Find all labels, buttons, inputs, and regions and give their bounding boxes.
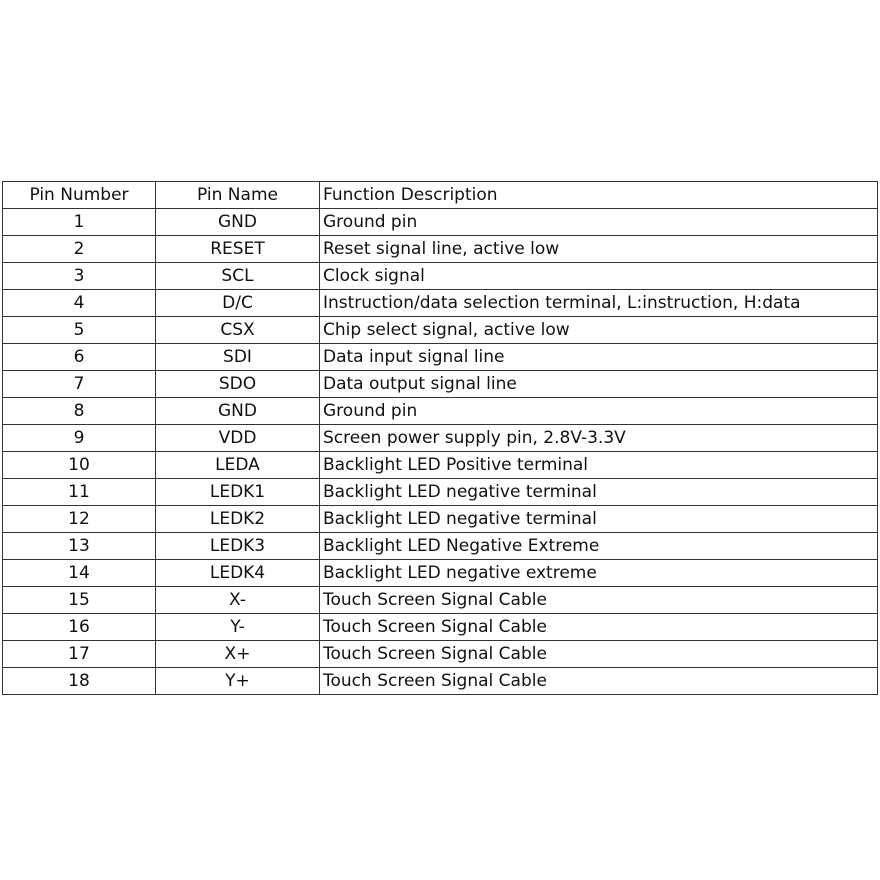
function-description-cell: Backlight LED Positive terminal: [320, 452, 878, 479]
table-row: [3, 209, 878, 236]
pin-number-cell: 4: [3, 290, 156, 317]
function-description-cell: Chip select signal, active low: [320, 317, 878, 344]
table-row: [3, 344, 878, 371]
pin-name-cell: VDD: [156, 425, 320, 452]
pin-number-cell: 14: [3, 560, 156, 587]
pin-name-cell: LEDA: [156, 452, 320, 479]
table-row: [3, 587, 878, 614]
pin-name-cell: GND: [156, 209, 320, 236]
table-row: [3, 668, 878, 695]
function-description-cell: Reset signal line, active low: [320, 236, 878, 263]
table-row: [3, 452, 878, 479]
pin-number-cell: 6: [3, 344, 156, 371]
table-row: [3, 533, 878, 560]
table-header: [3, 182, 878, 209]
pin-name-cell: SDI: [156, 344, 320, 371]
table-row: [3, 614, 878, 641]
table-header-row: [3, 182, 878, 209]
function-description-cell: Backlight LED negative extreme: [320, 560, 878, 587]
pin-name-cell: LEDK3: [156, 533, 320, 560]
table-row: [3, 641, 878, 668]
function-description-cell: Touch Screen Signal Cable: [320, 587, 878, 614]
pin-name-cell: RESET: [156, 236, 320, 263]
pin-name-cell: CSX: [156, 317, 320, 344]
header-pin-number: Pin Number: [3, 182, 156, 209]
table-row: [3, 425, 878, 452]
pin-number-cell: 8: [3, 398, 156, 425]
function-description-cell: Backlight LED negative terminal: [320, 479, 878, 506]
pin-number-cell: 13: [3, 533, 156, 560]
function-description-cell: Clock signal: [320, 263, 878, 290]
function-description-cell: Data output signal line: [320, 371, 878, 398]
table-row: [3, 398, 878, 425]
pin-number-cell: 5: [3, 317, 156, 344]
pin-name-cell: SCL: [156, 263, 320, 290]
pin-name-cell: LEDK4: [156, 560, 320, 587]
table-row: [3, 236, 878, 263]
pin-number-cell: 7: [3, 371, 156, 398]
table-row: [3, 479, 878, 506]
function-description-cell: Backlight LED negative terminal: [320, 506, 878, 533]
table-row: [3, 263, 878, 290]
pin-name-cell: LEDK1: [156, 479, 320, 506]
pin-name-cell: Y+: [156, 668, 320, 695]
header-pin-name: Pin Name: [156, 182, 320, 209]
function-description-cell: Ground pin: [320, 398, 878, 425]
function-description-cell: Screen power supply pin, 2.8V-3.3V: [320, 425, 878, 452]
function-description-cell: Data input signal line: [320, 344, 878, 371]
pin-number-cell: 9: [3, 425, 156, 452]
pin-number-cell: 11: [3, 479, 156, 506]
table-row: [3, 506, 878, 533]
pin-name-cell: Y-: [156, 614, 320, 641]
pin-number-cell: 3: [3, 263, 156, 290]
pin-name-cell: D/C: [156, 290, 320, 317]
pin-number-cell: 16: [3, 614, 156, 641]
pin-name-cell: X-: [156, 587, 320, 614]
function-description-cell: Touch Screen Signal Cable: [320, 641, 878, 668]
pin-number-cell: 15: [3, 587, 156, 614]
function-description-cell: Backlight LED Negative Extreme: [320, 533, 878, 560]
table-row: [3, 290, 878, 317]
function-description-cell: Touch Screen Signal Cable: [320, 668, 878, 695]
table-row: [3, 560, 878, 587]
pin-name-cell: GND: [156, 398, 320, 425]
pin-number-cell: 1: [3, 209, 156, 236]
pin-number-cell: 12: [3, 506, 156, 533]
header-function-description: Function Description: [320, 182, 878, 209]
pin-definition-table: [2, 181, 878, 695]
function-description-cell: Instruction/data selection terminal, L:instruction, H:data: [320, 290, 878, 317]
table-row: [3, 371, 878, 398]
pin-name-cell: X+: [156, 641, 320, 668]
function-description-cell: Touch Screen Signal Cable: [320, 614, 878, 641]
table-body: [3, 209, 878, 695]
function-description-cell: Ground pin: [320, 209, 878, 236]
pin-name-cell: LEDK2: [156, 506, 320, 533]
pin-number-cell: 10: [3, 452, 156, 479]
pin-name-cell: SDO: [156, 371, 320, 398]
pin-number-cell: 2: [3, 236, 156, 263]
table-row: [3, 317, 878, 344]
pin-number-cell: 17: [3, 641, 156, 668]
pin-number-cell: 18: [3, 668, 156, 695]
